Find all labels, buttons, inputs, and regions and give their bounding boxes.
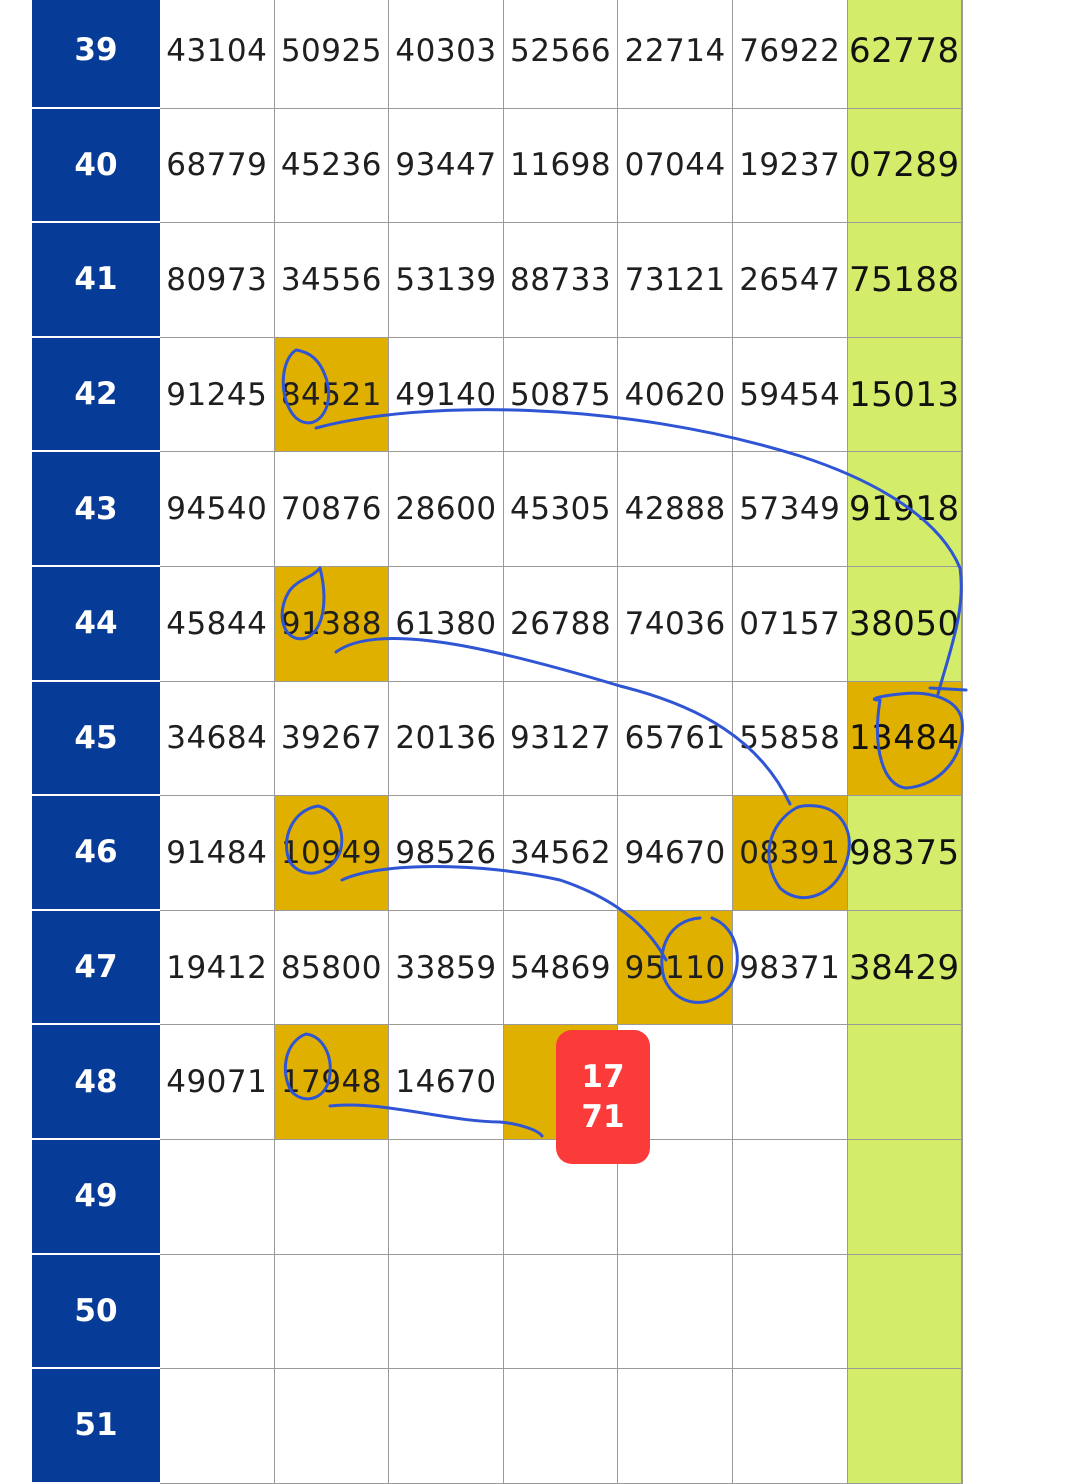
- number-cell: 07044: [618, 109, 733, 224]
- row-label: 48: [32, 1025, 160, 1140]
- result-cell: [848, 1025, 963, 1140]
- number-cell: 43104: [160, 0, 275, 109]
- number-cell: 68779: [160, 109, 275, 224]
- number-cell: 94540: [160, 452, 275, 567]
- number-cell: [160, 1140, 275, 1255]
- row-label: 44: [32, 567, 160, 682]
- badge-line-2: 71: [581, 1099, 625, 1135]
- number-cell: 49140: [389, 338, 504, 453]
- number-cell: [160, 1369, 275, 1484]
- number-cell: 11698: [504, 109, 619, 224]
- result-cell: 15013: [848, 338, 963, 453]
- number-cell: 34562: [504, 796, 619, 911]
- number-cell: [389, 1369, 504, 1484]
- number-cell: [733, 1140, 848, 1255]
- number-cell: 93127: [504, 682, 619, 797]
- number-cell: 14670: [389, 1025, 504, 1140]
- number-cell: 61380: [389, 567, 504, 682]
- result-cell: 38429: [848, 911, 963, 1026]
- number-cell: 88733: [504, 223, 619, 338]
- number-cell: 98526: [389, 796, 504, 911]
- number-cell: 50875: [504, 338, 619, 453]
- number-cell: 49071: [160, 1025, 275, 1140]
- number-cell: 40303: [389, 0, 504, 109]
- number-cell: 74036: [618, 567, 733, 682]
- row-label: 51: [32, 1369, 160, 1484]
- row-label: 40: [32, 109, 160, 224]
- number-cell: 34556: [275, 223, 390, 338]
- result-cell: 07289: [848, 109, 963, 224]
- row-label: 42: [32, 338, 160, 453]
- number-cell: 22714: [618, 0, 733, 109]
- number-cell: 85800: [275, 911, 390, 1026]
- result-cell: 38050: [848, 567, 963, 682]
- row-label: 39: [32, 0, 160, 109]
- row-label: 49: [32, 1140, 160, 1255]
- result-cell: 98375: [848, 796, 963, 911]
- number-cell: 10949: [275, 796, 390, 911]
- number-cell: 19412: [160, 911, 275, 1026]
- number-cell: 91245: [160, 338, 275, 453]
- number-cell: 76922: [733, 0, 848, 109]
- number-cell: 54869: [504, 911, 619, 1026]
- number-cell: 45844: [160, 567, 275, 682]
- number-cell: 52566: [504, 0, 619, 109]
- number-cell: 40620: [618, 338, 733, 453]
- row-label: 41: [32, 223, 160, 338]
- number-cell: 07157: [733, 567, 848, 682]
- number-cell: 94670: [618, 796, 733, 911]
- number-cell: [275, 1140, 390, 1255]
- number-cell: [275, 1255, 390, 1370]
- number-cell: 93447: [389, 109, 504, 224]
- row-label: 50: [32, 1255, 160, 1370]
- result-cell: [848, 1255, 963, 1370]
- number-cell: 53139: [389, 223, 504, 338]
- row-label: 45: [32, 682, 160, 797]
- number-cell: 42888: [618, 452, 733, 567]
- number-cell: 33859: [389, 911, 504, 1026]
- number-cell: 08391: [733, 796, 848, 911]
- number-cell: [733, 1025, 848, 1140]
- number-cell: [389, 1140, 504, 1255]
- number-cell: [504, 1255, 619, 1370]
- number-cell: 84521: [275, 338, 390, 453]
- number-cell: 70876: [275, 452, 390, 567]
- number-cell: 95110: [618, 911, 733, 1026]
- number-cell: [160, 1255, 275, 1370]
- result-cell: 91918: [848, 452, 963, 567]
- row-label: 47: [32, 911, 160, 1026]
- number-cell: 73121: [618, 223, 733, 338]
- number-cell: 91484: [160, 796, 275, 911]
- number-cell: 50925: [275, 0, 390, 109]
- number-cell: 45236: [275, 109, 390, 224]
- number-cell: [733, 1369, 848, 1484]
- result-cell: 75188: [848, 223, 963, 338]
- row-label: 43: [32, 452, 160, 567]
- number-cell: 98371: [733, 911, 848, 1026]
- number-cell: 34684: [160, 682, 275, 797]
- result-badge[interactable]: [556, 1030, 650, 1164]
- result-cell: 62778: [848, 0, 963, 109]
- number-cell: 91388: [275, 567, 390, 682]
- result-cell: 13484: [848, 682, 963, 797]
- number-cell: 28600: [389, 452, 504, 567]
- number-cell: [618, 1369, 733, 1484]
- results-table: [32, 0, 963, 1484]
- number-cell: 55858: [733, 682, 848, 797]
- number-cell: 19237: [733, 109, 848, 224]
- number-cell: 80973: [160, 223, 275, 338]
- number-cell: 26788: [504, 567, 619, 682]
- number-cell: 57349: [733, 452, 848, 567]
- number-cell: 59454: [733, 338, 848, 453]
- number-cell: [389, 1255, 504, 1370]
- number-cell: 26547: [733, 223, 848, 338]
- number-cell: [275, 1369, 390, 1484]
- number-cell: [504, 1369, 619, 1484]
- number-cell: 20136: [389, 682, 504, 797]
- number-cell: 17948: [275, 1025, 390, 1140]
- number-cell: [733, 1255, 848, 1370]
- result-cell: [848, 1140, 963, 1255]
- row-label: 46: [32, 796, 160, 911]
- badge-line-1: 17: [581, 1059, 625, 1095]
- number-cell: 39267: [275, 682, 390, 797]
- number-cell: 45305: [504, 452, 619, 567]
- result-cell: [848, 1369, 963, 1484]
- number-cell: [618, 1255, 733, 1370]
- number-cell: 65761: [618, 682, 733, 797]
